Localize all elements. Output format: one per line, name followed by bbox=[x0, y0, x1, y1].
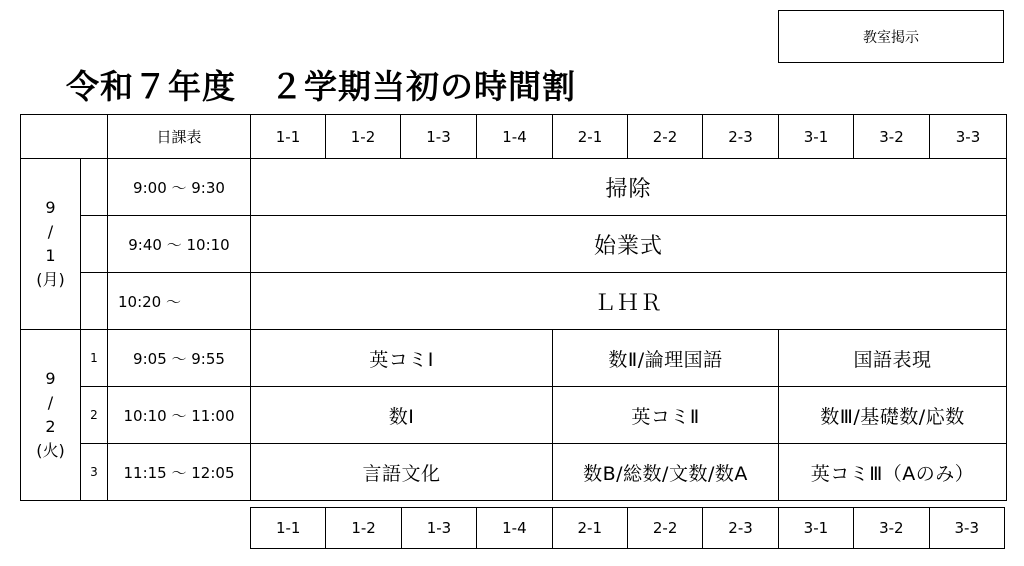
time-cell: 9:05 ～ 9:55 bbox=[108, 330, 251, 387]
class-footer: 1-2 bbox=[326, 508, 401, 549]
notice-label: 教室掲示 bbox=[863, 29, 919, 46]
subject-grade1: 英コミⅠ bbox=[251, 330, 553, 387]
timetable bbox=[20, 114, 1007, 501]
subject-grade3: 国語表現 bbox=[779, 330, 1007, 387]
class-footer: 3-1 bbox=[778, 508, 853, 549]
activity-cell: ＬＨＲ bbox=[251, 273, 1007, 330]
subject-grade2: 数B/総数/文数/数A bbox=[553, 444, 779, 501]
class-header: 1-4 bbox=[477, 115, 553, 159]
header-row bbox=[21, 115, 1007, 159]
day2-row bbox=[21, 330, 1007, 387]
class-header: 2-2 bbox=[628, 115, 703, 159]
period-number: 2 bbox=[81, 387, 108, 444]
class-header: 3-2 bbox=[854, 115, 930, 159]
header-corner bbox=[21, 115, 108, 159]
subject-grade3: 英コミⅢ（Aのみ） bbox=[779, 444, 1007, 501]
class-header: 2-3 bbox=[703, 115, 779, 159]
class-footer: 3-2 bbox=[854, 508, 929, 549]
subject-grade3: 数Ⅲ/基礎数/応数 bbox=[779, 387, 1007, 444]
day1-row bbox=[21, 216, 1007, 273]
day2-row bbox=[21, 444, 1007, 501]
class-header: 3-3 bbox=[930, 115, 1007, 159]
page-title: 令和７年度 ２学期当初の時間割 bbox=[66, 67, 576, 106]
class-footer: 1-1 bbox=[251, 508, 326, 549]
class-footer: 2-2 bbox=[627, 508, 702, 549]
day1-row bbox=[21, 273, 1007, 330]
class-header: 2-1 bbox=[553, 115, 628, 159]
class-footer: 2-3 bbox=[703, 508, 778, 549]
period-number: 1 bbox=[81, 330, 108, 387]
class-footer: 1-3 bbox=[401, 508, 476, 549]
class-footer: 2-1 bbox=[552, 508, 627, 549]
subject-grade1: 数Ⅰ bbox=[251, 387, 553, 444]
class-header: 1-3 bbox=[401, 115, 477, 159]
day1-row bbox=[21, 159, 1007, 216]
time-cell: 11:15 ～ 12:05 bbox=[108, 444, 251, 501]
notice-box bbox=[778, 10, 1004, 63]
time-cell: 9:00 ～ 9:30 bbox=[108, 159, 251, 216]
day2-row bbox=[21, 387, 1007, 444]
period-cell bbox=[81, 159, 108, 216]
subject-grade1: 言語文化 bbox=[251, 444, 553, 501]
time-cell: 10:20 ～ bbox=[108, 273, 251, 330]
footer-class-row bbox=[250, 507, 1005, 549]
time-cell: 9:40 ～ 10:10 bbox=[108, 216, 251, 273]
schedule-label: 日課表 bbox=[108, 115, 251, 159]
day2-date: 9 / 2 (火) bbox=[21, 330, 81, 501]
subject-grade2: 数Ⅱ/論理国語 bbox=[553, 330, 779, 387]
class-header: 1-1 bbox=[251, 115, 326, 159]
period-number: 3 bbox=[81, 444, 108, 501]
time-cell: 10:10 ～ 11:00 bbox=[108, 387, 251, 444]
day1-date: 9 / 1 (月) bbox=[21, 159, 81, 330]
class-footer: 1-4 bbox=[477, 508, 552, 549]
period-cell bbox=[81, 273, 108, 330]
class-footer: 3-3 bbox=[929, 508, 1004, 549]
period-cell bbox=[81, 216, 108, 273]
subject-grade2: 英コミⅡ bbox=[553, 387, 779, 444]
activity-cell: 掃除 bbox=[251, 159, 1007, 216]
activity-cell: 始業式 bbox=[251, 216, 1007, 273]
class-header: 3-1 bbox=[779, 115, 854, 159]
class-header: 1-2 bbox=[326, 115, 401, 159]
